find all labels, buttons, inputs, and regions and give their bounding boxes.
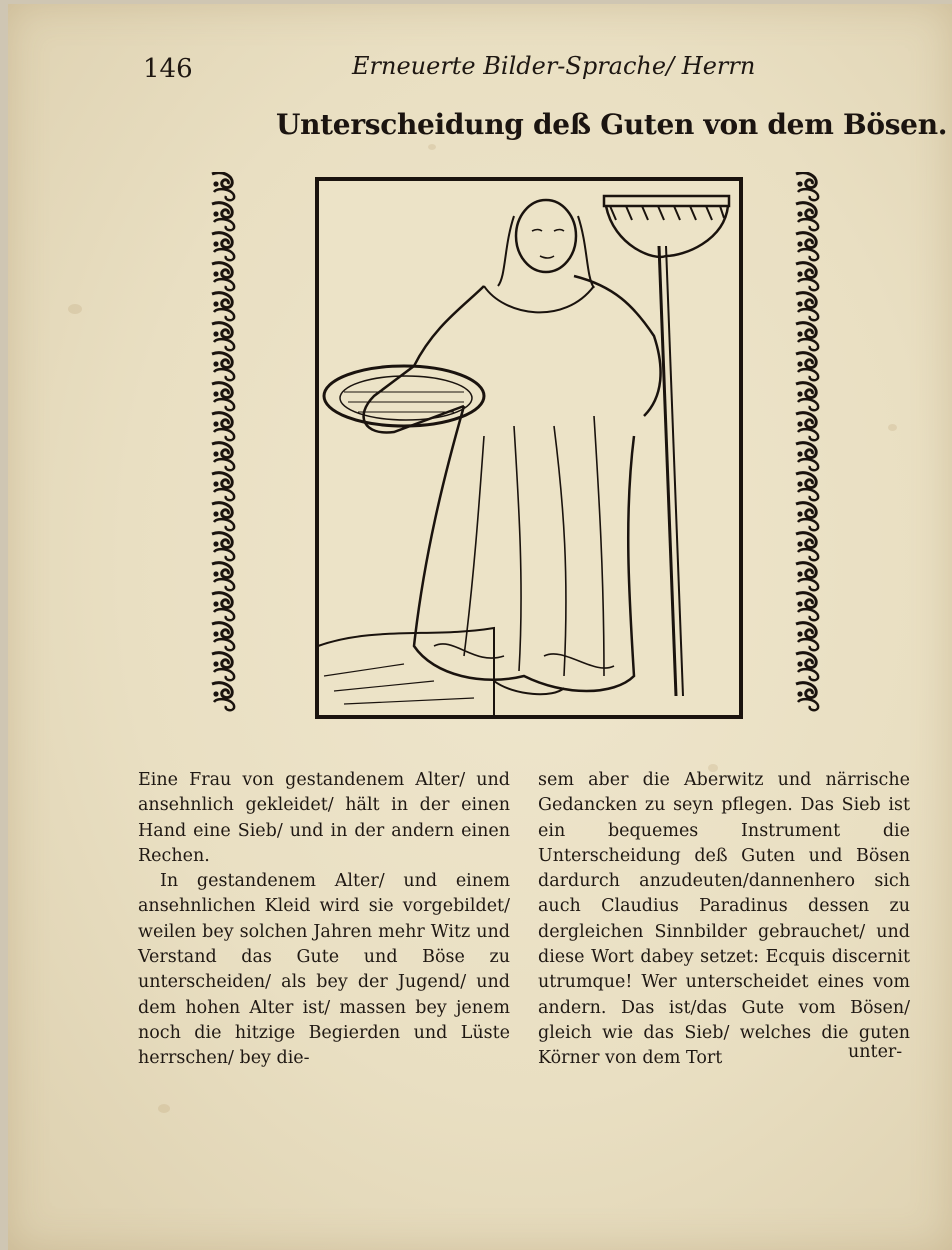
body-text-right-column [538, 768, 910, 1072]
body-text-left-column [138, 768, 510, 1072]
running-title: Erneuerte Bilder-Sprache/ Herrn [352, 52, 756, 80]
description-paragraph: Eine Frau von gestandenem Alter/ und ansehnlich gekleidet/ hält in der einen Hand eine Sieb/ und in der andern einen Rechen. [138, 770, 510, 866]
continuation-paragraph: sem aber die Aberwitz und närrische Gedancken zu seyn pflegen. Das Sieb ist ein bequemes Instrument die Unterscheidung deß Guten und Bösen dardurch anzudeuten/dannenhero sich auch Claudius Paradinus dessen zu dergleichen Sinnbilder gebrauchet/ und diese Wort dabey setzet: Ecquis discernit utrumque! Wer unterscheidet eines vom andern. Das ist/das Gute vom Bösen/ gleich wie das Sieb/ welches die guten Körner von dem Tort [538, 770, 910, 1069]
paper-stain [888, 424, 897, 431]
paper-stain [428, 144, 436, 150]
right-ornament-border [792, 172, 824, 728]
explanation-paragraph: In gestandenem Alter/ und einem ansehnlichen Kleid wird sie vorgebildet/ weilen bey solchen Jahren mehr Witz und Verstand das Gute und Böse zu unterscheiden/ als bey der Jugend/ und dem hohen Alter ist/ massen bey jenem noch die hitzige Begierden und Lüste herrschen/ bey die- [138, 871, 510, 1069]
catchword: unter- [848, 1042, 903, 1062]
page-number: 146 [143, 54, 193, 84]
woodcut-illustration [314, 176, 744, 720]
paper-stain [68, 304, 82, 314]
emblem-title: Unterscheidung deß Guten von dem Bösen. [276, 108, 948, 141]
left-ornament-border [208, 172, 240, 728]
paper-stain [158, 1104, 170, 1113]
